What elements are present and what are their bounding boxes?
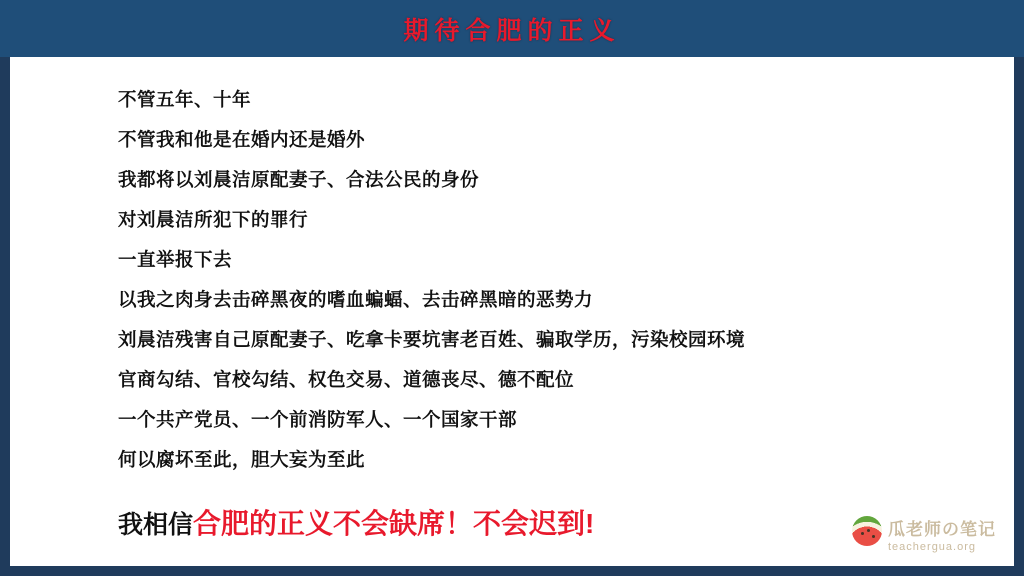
closing-statement	[118, 502, 948, 551]
closing-lead-text: 我相信	[118, 511, 194, 539]
right-edge-bar	[1014, 0, 1024, 576]
body-line: 官商勾结、官校勾结、权色交易、道德丧尽、德不配位	[118, 369, 575, 390]
watermark	[852, 516, 996, 554]
body-line: 对刘晨洁所犯下的罪行	[118, 209, 309, 230]
closing-highlight-text: 合肥的正义不会缺席！不会迟到!	[193, 508, 595, 539]
watermelon-icon	[852, 516, 882, 546]
body-line: 一个共产党员、一个前消防军人、一个国家干部	[118, 409, 518, 430]
body-line: 不管五年、十年	[118, 89, 252, 110]
body-line: 何以腐坏至此，胆大妄为至此	[118, 449, 366, 470]
body-line: 刘晨洁残害自己原配妻子、吃拿卡要坑害老百姓、骗取学历，污染校园环境	[118, 329, 746, 350]
left-edge-bar	[0, 0, 10, 576]
watermark-name: 瓜老师の笔记	[888, 520, 996, 539]
watermark-url: teachergua.org	[888, 541, 976, 553]
body-line: 我都将以刘晨洁原配妻子、合法公民的身份	[118, 169, 480, 190]
body-line: 一直举报下去	[118, 249, 233, 270]
slide-body	[118, 80, 948, 551]
body-line: 以我之肉身去击碎黑夜的嗜血蝙蝠、去击碎黑暗的恶势力	[118, 289, 594, 310]
watermark-text	[888, 520, 996, 554]
bottom-edge-bar	[0, 566, 1024, 576]
slide-header	[0, 0, 1024, 57]
slide-title: 期待合肥的正义	[403, 16, 621, 45]
body-line: 不管我和他是在婚内还是婚外	[118, 129, 366, 150]
